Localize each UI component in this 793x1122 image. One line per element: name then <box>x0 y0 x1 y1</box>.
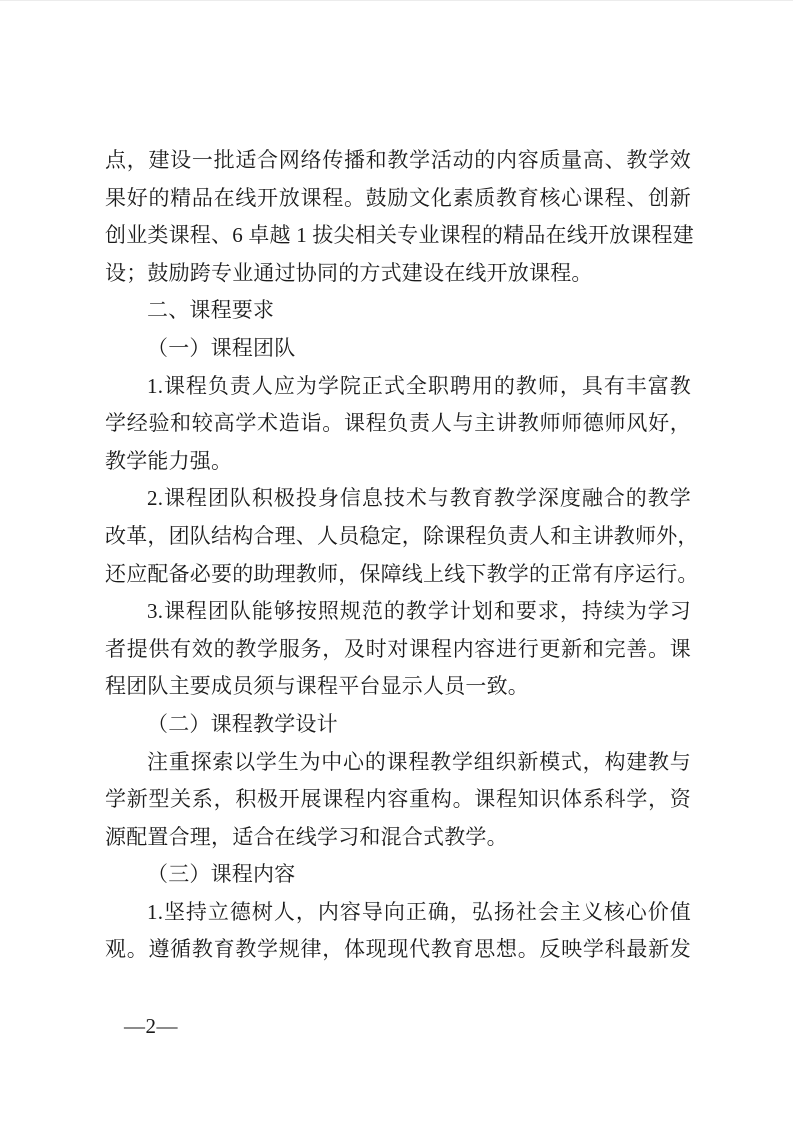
text-line: （三）课程内容 <box>147 862 296 887</box>
page-number: —2— <box>124 1014 178 1038</box>
text-line: （二）课程教学设计 <box>147 711 338 736</box>
text-line: 注重探索以学生为中心的课程教学组织新模式，构建教与 <box>147 749 691 774</box>
text-line: 教学能力强。 <box>105 448 233 473</box>
text-line: 学经验和较高学术造诣。课程负责人与主讲教师师德师风好， <box>105 411 691 436</box>
text-line: （一）课程团队 <box>147 335 296 360</box>
document-body <box>105 142 699 969</box>
text-line: 1.坚持立德树人，内容导向正确，弘扬社会主义核心价值 <box>147 899 691 924</box>
text-line: 观。遵循教育教学规律，体现现代教育思想。反映学科最新发 <box>105 937 691 962</box>
text-line: 创业类课程、6 卓越 1 拔尖相关专业课程的精品在线开放课程建 <box>105 223 694 248</box>
text-line: 学新型关系，积极开展课程内容重构。课程知识体系科学，资 <box>105 787 691 812</box>
text-line: 3.课程团队能够按照规范的教学计划和要求，持续为学习 <box>147 599 691 624</box>
text-line: 2.课程团队积极投身信息技术与教育教学深度融合的教学 <box>147 486 691 511</box>
text-line: 还应配备必要的助理教师，保障线上线下教学的正常有序运行。 <box>105 561 699 586</box>
text-line: 改革，团队结构合理、人员稳定，除课程负责人和主讲教师外， <box>105 523 699 548</box>
text-line: 果好的精品在线开放课程。鼓励文化素质教育核心课程、创新 <box>105 185 691 210</box>
text-line: 二、课程要求 <box>147 298 275 323</box>
text-line: 点，建设一批适合网络传播和教学活动的内容质量高、教学效 <box>105 148 691 172</box>
text-line: 源配置合理，适合在线学习和混合式教学。 <box>105 824 508 849</box>
text-line: 1.课程负责人应为学院正式全职聘用的教师，具有丰富教 <box>147 373 691 398</box>
text-line: 程团队主要成员须与课程平台显示人员一致。 <box>105 674 529 699</box>
text-line: 设；鼓励跨专业通过协同的方式建设在线开放课程。 <box>105 260 593 285</box>
text-line: 者提供有效的教学服务，及时对课程内容进行更新和完善。课 <box>105 636 691 661</box>
